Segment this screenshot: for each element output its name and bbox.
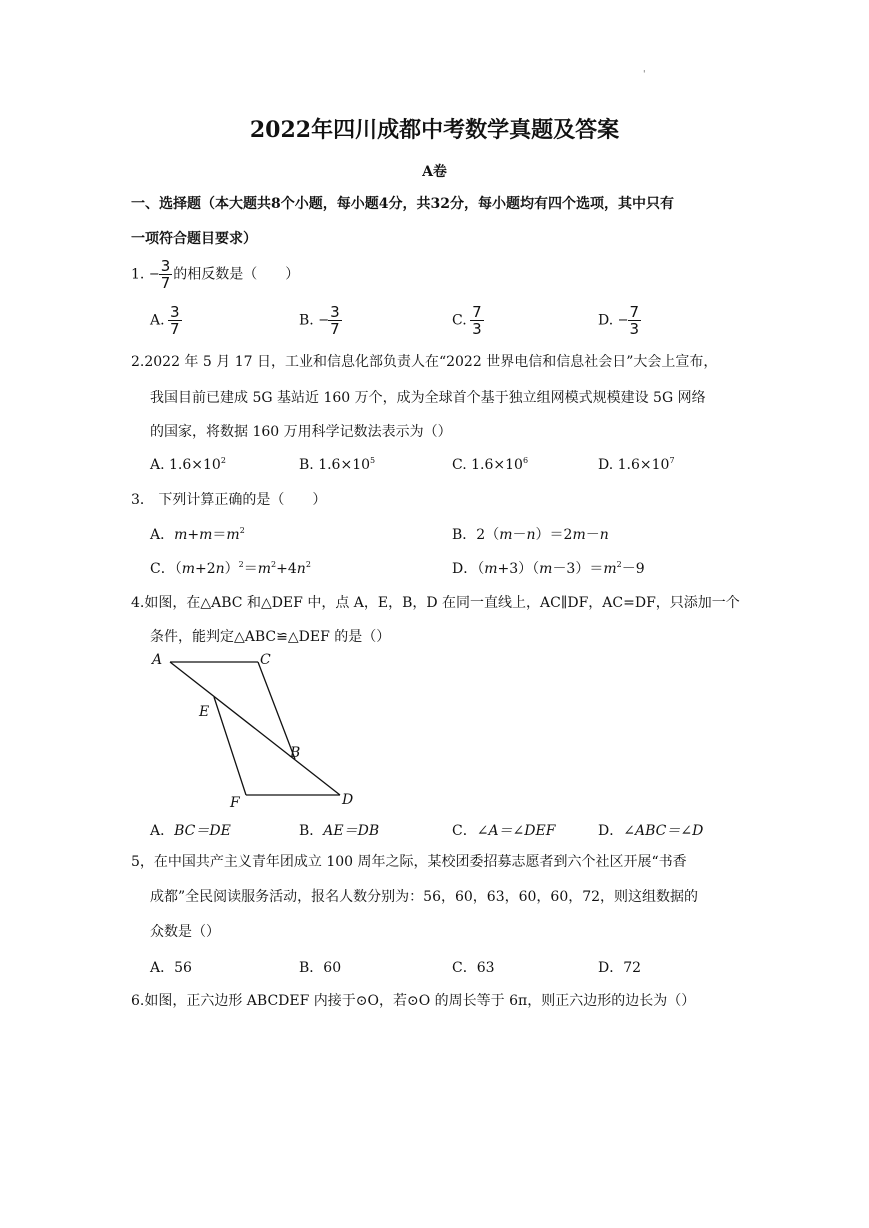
- question-5-line1: 5，在中国共产主义青年团成立 100 周年之际，某校团委招募志愿者到六个社区开展“书香: [131, 854, 687, 870]
- q4-option-c: C．∠A＝∠DEF: [452, 823, 556, 839]
- q1-option-a: A. $\frac{3}{7}$: [150, 303, 180, 338]
- document-title: 2022年四川成都中考数学真题及答案: [249, 117, 620, 143]
- q2-option-c: C. $1.6\times 10^6$: [452, 456, 529, 473]
- label-c: C: [260, 652, 271, 668]
- q2-option-d: D. $1.6\times 10^7$: [598, 456, 675, 473]
- q3-option-d: D．$(m+3)(m-3)=m^2-9$: [452, 560, 645, 577]
- question-5-line3: 众数是（）: [150, 924, 220, 940]
- question-6-line1: 6.如图，正六边形 ABCDEF 内接于⊙O，若⊙O 的周长等于 6π，则正六边形的边长为（）: [131, 993, 696, 1009]
- question-2-line3: 的国家，将数据 160 万用科学记数法表示为（）: [150, 424, 452, 440]
- segment-ad: [170, 662, 340, 795]
- question-4-line2: 条件，能判定△ABC≌△DEF 的是（）: [150, 629, 391, 645]
- label-d: D: [342, 792, 354, 808]
- label-b: B: [290, 745, 301, 761]
- q5-option-c: C．63: [452, 960, 495, 976]
- q5-option-d: D．72: [598, 960, 642, 976]
- q3-option-b: B．2（m－n）＝2m－n: [452, 527, 609, 543]
- q2-option-b: B. $1.6\times 10^5$: [299, 456, 376, 473]
- q2-option-a: A. $1.6\times 10^2$: [150, 456, 226, 473]
- question-3: 3． 下列计算正确的是（ ）: [131, 492, 327, 508]
- question-1: [131, 258, 299, 291]
- segment-ef: [214, 697, 246, 795]
- q1-option-d: D. − $\frac{7}{3}$: [598, 303, 640, 338]
- page-mark: ': [643, 70, 646, 80]
- q4-option-a: A．BC＝DE: [150, 823, 231, 839]
- fraction: $\frac{3}{7}$: [160, 257, 171, 292]
- question-2-line2: 我国目前已建成 5G 基站近 160 万个，成为全球首个基于独立组网模式规模建设 5G 网络: [150, 390, 706, 406]
- volume-heading: A卷: [422, 164, 447, 180]
- q4-option-d: D．∠ABC＝∠D: [598, 823, 704, 839]
- q1-option-c: C. $\frac{7}{3}$: [452, 303, 482, 338]
- question-number: 1.: [131, 266, 145, 283]
- question-text: 的相反数是（ ）: [173, 266, 300, 283]
- label-e: E: [199, 704, 210, 720]
- section-heading-line1: 一、选择题（本大题共8个小题，每小题4分，共32分，每小题均有四个选项，其中只有: [131, 196, 674, 212]
- section-heading-line2: 一项符合题目要求）: [131, 231, 257, 247]
- geometry-figure: [150, 647, 370, 812]
- minus-sign: −: [148, 267, 160, 282]
- q5-option-b: B．60: [299, 960, 342, 976]
- question-2-line1: 2.2022 年 5 月 17 日，工业和信息化部负责人在“2022 世界电信和信息社会日”大会上宣布，: [131, 354, 718, 370]
- q5-option-a: A．56: [150, 960, 192, 976]
- q3-option-c: C．$(m+2n)^2=m^2+4n^2$: [150, 560, 311, 577]
- q1-option-b: B. − $\frac{3}{7}$: [299, 303, 340, 338]
- q3-option-a: A．$m+m=m^2$: [150, 526, 245, 543]
- label-f: F: [230, 795, 240, 811]
- question-5-line2: 成都”全民阅读服务活动，报名人数分别为：56，60，63，60，60，72，则这组数据的: [150, 889, 699, 905]
- question-4-line1: 4.如图，在△ABC 和△DEF 中，点 A，E，B，D 在同一直线上，AC∥DF，AC=DF，只添加一个: [131, 595, 740, 611]
- label-a: A: [152, 652, 163, 668]
- q4-option-b: B．AE＝DB: [299, 823, 380, 839]
